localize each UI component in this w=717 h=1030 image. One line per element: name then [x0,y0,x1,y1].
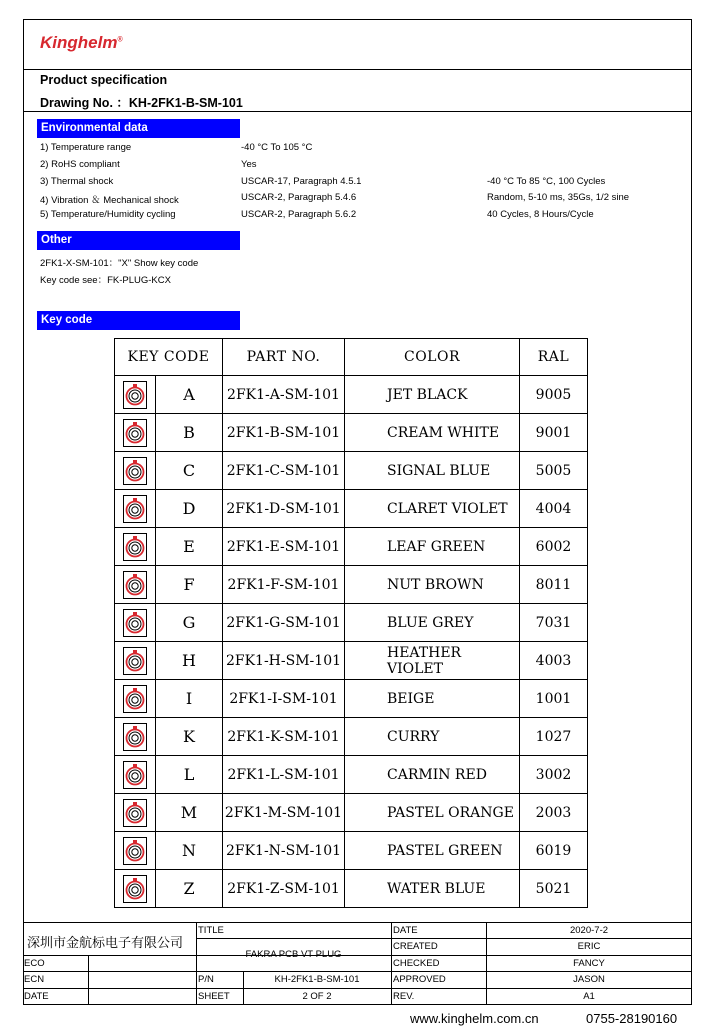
key-letter: A [156,376,223,414]
env-spec: -40 °C To 105 °C [241,142,313,153]
key-letter: E [156,528,223,566]
color-name: HEATHER VIOLET [345,642,520,680]
env-row [40,192,660,208]
env-detail: Random, 5-10 ms, 35Gs, 1/2 sine [487,192,630,204]
env-detail: -40 °C To 85 °C, 100 Cycles [487,175,606,187]
env-detail: 40 Cycles, 8 Hours/Cycle [487,209,594,221]
phone-number: 0755-28190160 [586,1011,678,1026]
approved-value: JASON [573,974,605,985]
key-letter: M [156,794,223,832]
part-number: 2FK1-C-SM-101 [223,452,345,490]
part-number: 2FK1-K-SM-101 [223,718,345,756]
title-label: TITLE [198,925,224,936]
key-letter: K [156,718,223,756]
env-item: 1) Temperature range [40,142,132,153]
checked-label: CHECKED [393,958,440,969]
company-name: 深圳市金航标电子有限公司 [27,935,184,950]
ral-code: 9005 [520,376,588,414]
key-code-table [114,338,588,908]
ral-code: 5005 [520,452,588,490]
plug-connector-icon [123,647,147,675]
col-color: COLOR [345,339,520,376]
title-vline [196,922,197,1005]
pn-value: KH-2FK1-B-SM-101 [274,974,360,985]
table-row [115,414,588,452]
key-icon-cell [115,756,156,794]
plug-connector-icon [123,875,147,903]
environmental-heading: Environmental data [37,119,240,138]
title-divider [391,938,692,939]
created-label: CREATED [393,941,438,952]
plug-connector-icon [123,799,147,827]
color-name: CREAM WHITE [345,414,520,452]
part-number: 2FK1-E-SM-101 [223,528,345,566]
plug-connector-icon [123,761,147,789]
plug-connector-icon [123,419,147,447]
table-row [115,604,588,642]
plug-connector-icon [123,495,147,523]
title-value: FAKRA PCB VT PLUG [245,949,342,960]
key-letter: D [156,490,223,528]
title-vline [391,922,392,1005]
table-row [115,376,588,414]
created-value: ERIC [577,941,601,952]
table-row [115,794,588,832]
part-number: 2FK1-Z-SM-101 [223,870,345,908]
ral-code: 4004 [520,490,588,528]
env-item: 3) Thermal shock [40,175,114,187]
keycode-heading: Key code [37,311,240,330]
key-icon-cell [115,566,156,604]
plug-connector-icon [123,457,147,485]
env-spec: USCAR-17, Paragraph 4.5.1 [241,175,362,187]
part-number: 2FK1-F-SM-101 [223,566,345,604]
color-name: BEIGE [345,680,520,718]
color-name: BLUE GREY [345,604,520,642]
ral-code: 1027 [520,718,588,756]
color-name: WATER BLUE [345,870,520,908]
ral-code: 8011 [520,566,588,604]
table-row [115,642,588,680]
color-name: PASTEL GREEN [345,832,520,870]
table-row [115,832,588,870]
color-name: PASTEL ORANGE [345,794,520,832]
table-row [115,566,588,604]
other-heading: Other [37,231,240,250]
table-row [115,870,588,908]
part-number: 2FK1-G-SM-101 [223,604,345,642]
env-row [40,176,660,192]
color-name: LEAF GREEN [345,528,520,566]
kinghelm-logo: Kinghelm® [40,33,123,52]
part-number: 2FK1-A-SM-101 [223,376,345,414]
env-item: 2) RoHS compliant [40,158,120,170]
table-row [115,528,588,566]
approved-label: APPROVED [393,974,446,985]
ral-code: 3002 [520,756,588,794]
part-number: 2FK1-I-SM-101 [223,680,345,718]
col-ral: RAL [520,339,588,376]
ral-code: 6019 [520,832,588,870]
sheet-label: SHEET [198,991,230,1002]
color-name: NUT BROWN [345,566,520,604]
table-row [115,756,588,794]
part-number: 2FK1-M-SM-101 [223,794,345,832]
ral-code: 6002 [520,528,588,566]
key-letter: I [156,680,223,718]
title-block-line [23,988,692,989]
color-name: JET BLACK [345,376,520,414]
rev-label: REV. [393,991,415,1002]
color-name: CLARET VIOLET [345,490,520,528]
env-item: 4) Vibration ＆ Mechanical shock [40,195,179,207]
plug-connector-icon [123,609,147,637]
env-item: 5) Temperature/Humidity cycling [40,209,176,221]
ral-code: 5021 [520,870,588,908]
ral-code: 2003 [520,794,588,832]
ral-code: 9001 [520,414,588,452]
plug-connector-icon [123,571,147,599]
key-letter: Z [156,870,223,908]
part-number: 2FK1-B-SM-101 [223,414,345,452]
part-number: 2FK1-D-SM-101 [223,490,345,528]
key-letter: G [156,604,223,642]
product-spec-title: Product specification [40,73,168,87]
date-label-left: DATE [24,991,49,1002]
key-icon-cell [115,832,156,870]
eco-label: ECO [24,958,45,969]
key-letter: N [156,832,223,870]
title-vline [88,955,89,1005]
date-label: DATE [393,925,418,936]
key-icon-cell [115,718,156,756]
env-row [40,209,660,225]
env-row [40,142,660,158]
key-icon-cell [115,376,156,414]
table-row [115,680,588,718]
env-row [40,159,660,175]
sheet-value: 2 OF 2 [302,991,332,1002]
key-icon-cell [115,452,156,490]
pn-label: P/N [198,974,214,985]
key-icon-cell [115,604,156,642]
part-number: 2FK1-N-SM-101 [223,832,345,870]
other-line-2: Key code see：FK-PLUG-KCX [40,275,171,286]
plug-connector-icon [123,533,147,561]
key-letter: F [156,566,223,604]
other-line-1: 2FK1-X-SM-101："X" Show key code [40,258,199,269]
color-name: SIGNAL BLUE [345,452,520,490]
col-key-code: KEY CODE [115,339,223,376]
plug-connector-icon [123,685,147,713]
col-part-no: PART NO. [223,339,345,376]
key-letter: H [156,642,223,680]
key-letter: C [156,452,223,490]
part-number: 2FK1-L-SM-101 [223,756,345,794]
key-icon-cell [115,794,156,832]
part-number: 2FK1-H-SM-101 [223,642,345,680]
key-icon-cell [115,490,156,528]
color-name: CURRY [345,718,520,756]
ral-code: 1001 [520,680,588,718]
ral-code: 7031 [520,604,588,642]
divider [23,111,692,112]
title-block-line [23,971,692,972]
key-icon-cell [115,528,156,566]
key-icon-cell [115,642,156,680]
key-letter: L [156,756,223,794]
key-icon-cell [115,680,156,718]
title-block-top [23,922,692,923]
website-link[interactable]: www.kinghelm.com.cn [410,1011,539,1026]
key-icon-cell [115,414,156,452]
date-value: 2020-7-2 [569,925,609,936]
ral-code: 4003 [520,642,588,680]
env-spec: USCAR-2, Paragraph 5.4.6 [241,192,357,204]
plug-connector-icon [123,381,147,409]
env-spec: USCAR-2, Paragraph 5.6.2 [241,209,357,221]
key-icon-cell [115,870,156,908]
ecn-label: ECN [24,974,45,985]
title-divider [196,938,391,939]
table-row [115,490,588,528]
divider [23,69,692,70]
table-header-row [115,339,588,376]
key-letter: B [156,414,223,452]
checked-value: FANCY [573,958,605,969]
table-row [115,452,588,490]
table-row [115,718,588,756]
drawing-number: Drawing No. ：KH-2FK1-B-SM-101 [40,96,243,110]
plug-connector-icon [123,723,147,751]
plug-connector-icon [123,837,147,865]
rev-value: A1 [583,991,595,1002]
env-spec: Yes [241,158,257,170]
color-name: CARMIN RED [345,756,520,794]
